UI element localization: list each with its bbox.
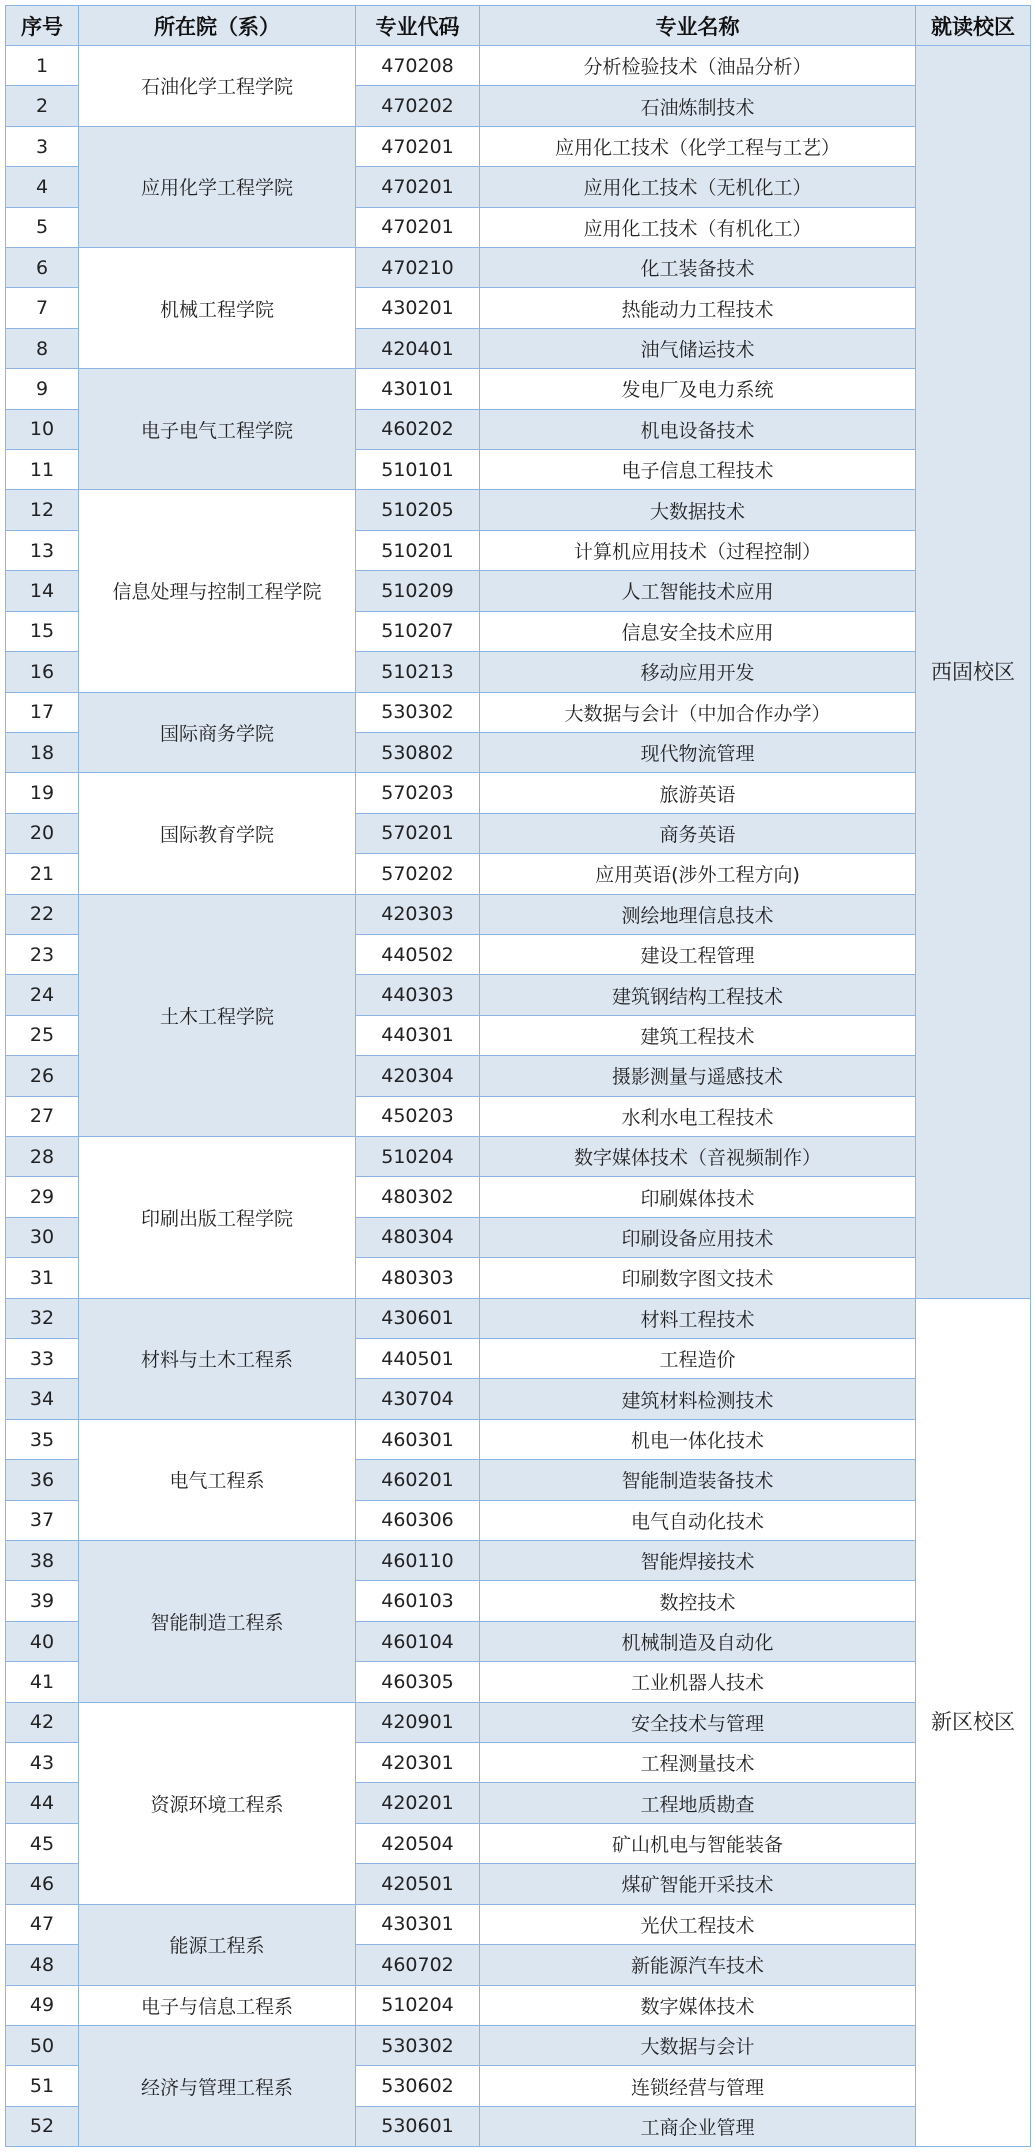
major-name-cell: 数控技术	[480, 1581, 916, 1621]
header-campus: 就读校区	[916, 6, 1031, 46]
serial-cell: 32	[6, 1298, 79, 1338]
major-code-cell: 530601	[356, 2106, 480, 2146]
major-code-cell: 570202	[356, 854, 480, 894]
serial-cell: 16	[6, 652, 79, 692]
department-cell: 信息处理与控制工程学院	[79, 490, 356, 692]
major-name-cell: 化工装备技术	[480, 248, 916, 288]
major-code-cell: 460305	[356, 1662, 480, 1702]
serial-cell: 11	[6, 450, 79, 490]
major-code-cell: 510101	[356, 450, 480, 490]
major-name-cell: 石油炼制技术	[480, 86, 916, 126]
major-name-cell: 印刷设备应用技术	[480, 1217, 916, 1257]
major-code-cell: 480302	[356, 1177, 480, 1217]
header-code: 专业代码	[356, 6, 480, 46]
serial-cell: 7	[6, 288, 79, 328]
major-code-cell: 440501	[356, 1339, 480, 1379]
serial-cell: 23	[6, 934, 79, 974]
major-code-cell: 510201	[356, 530, 480, 570]
header-row	[6, 6, 1031, 46]
major-name-cell: 商务英语	[480, 813, 916, 853]
major-name-cell: 新能源汽车技术	[480, 1945, 916, 1985]
major-code-cell: 460202	[356, 409, 480, 449]
serial-cell: 18	[6, 732, 79, 772]
major-code-cell: 470202	[356, 86, 480, 126]
major-code-cell: 420901	[356, 1702, 480, 1742]
serial-cell: 40	[6, 1621, 79, 1661]
serial-cell: 41	[6, 1662, 79, 1702]
major-code-cell: 420201	[356, 1783, 480, 1823]
department-cell: 电子与信息工程系	[79, 1985, 356, 2025]
serial-cell: 43	[6, 1743, 79, 1783]
major-name-cell: 现代物流管理	[480, 732, 916, 772]
major-code-cell: 460103	[356, 1581, 480, 1621]
major-code-cell: 430704	[356, 1379, 480, 1419]
major-name-cell: 数字媒体技术	[480, 1985, 916, 2025]
major-name-cell: 信息安全技术应用	[480, 611, 916, 651]
serial-cell: 39	[6, 1581, 79, 1621]
serial-cell: 42	[6, 1702, 79, 1742]
major-code-cell: 460301	[356, 1419, 480, 1459]
major-code-cell: 570203	[356, 773, 480, 813]
major-name-cell: 大数据与会计	[480, 2025, 916, 2065]
major-name-cell: 建筑材料检测技术	[480, 1379, 916, 1419]
major-code-cell: 420304	[356, 1056, 480, 1096]
major-code-cell: 510205	[356, 490, 480, 530]
major-name-cell: 连锁经营与管理	[480, 2066, 916, 2106]
department-cell: 石油化学工程学院	[79, 46, 356, 127]
major-name-cell: 应用化工技术（无机化工）	[480, 167, 916, 207]
serial-cell: 10	[6, 409, 79, 449]
major-code-cell: 460104	[356, 1621, 480, 1661]
major-name-cell: 印刷数字图文技术	[480, 1258, 916, 1298]
table-body	[6, 46, 1031, 2147]
department-cell: 土木工程学院	[79, 894, 356, 1136]
table-row	[6, 894, 1031, 934]
table-row	[6, 1985, 1031, 2025]
major-name-cell: 大数据技术	[480, 490, 916, 530]
table-row	[6, 1136, 1031, 1176]
department-cell: 经济与管理工程系	[79, 2025, 356, 2146]
major-code-cell: 420401	[356, 328, 480, 368]
serial-cell: 13	[6, 530, 79, 570]
serial-cell: 34	[6, 1379, 79, 1419]
serial-cell: 52	[6, 2106, 79, 2146]
major-name-cell: 工业机器人技术	[480, 1662, 916, 1702]
serial-cell: 26	[6, 1056, 79, 1096]
major-name-cell: 机电一体化技术	[480, 1419, 916, 1459]
major-code-cell: 480304	[356, 1217, 480, 1257]
serial-cell: 46	[6, 1864, 79, 1904]
serial-cell: 20	[6, 813, 79, 853]
serial-cell: 17	[6, 692, 79, 732]
major-code-cell: 440502	[356, 934, 480, 974]
serial-cell: 51	[6, 2066, 79, 2106]
major-code-cell: 420303	[356, 894, 480, 934]
serial-cell: 44	[6, 1783, 79, 1823]
major-name-cell: 建设工程管理	[480, 934, 916, 974]
major-code-cell: 480303	[356, 1258, 480, 1298]
table-row	[6, 1904, 1031, 1944]
major-code-cell: 430301	[356, 1904, 480, 1944]
major-name-cell: 光伏工程技术	[480, 1904, 916, 1944]
serial-cell: 35	[6, 1419, 79, 1459]
major-code-cell: 440303	[356, 975, 480, 1015]
major-name-cell: 应用化工技术（化学工程与工艺）	[480, 126, 916, 166]
major-name-cell: 煤矿智能开采技术	[480, 1864, 916, 1904]
department-cell: 国际教育学院	[79, 773, 356, 894]
serial-cell: 50	[6, 2025, 79, 2065]
major-code-cell: 450203	[356, 1096, 480, 1136]
department-cell: 电子电气工程学院	[79, 369, 356, 490]
major-name-cell: 工程测量技术	[480, 1743, 916, 1783]
serial-cell: 45	[6, 1823, 79, 1863]
serial-cell: 12	[6, 490, 79, 530]
major-name-cell: 应用化工技术（有机化工）	[480, 207, 916, 247]
serial-cell: 14	[6, 571, 79, 611]
major-name-cell: 印刷媒体技术	[480, 1177, 916, 1217]
major-code-cell: 460306	[356, 1500, 480, 1540]
serial-cell: 19	[6, 773, 79, 813]
major-name-cell: 移动应用开发	[480, 652, 916, 692]
table-row	[6, 1419, 1031, 1459]
major-code-cell: 430601	[356, 1298, 480, 1338]
department-cell: 电气工程系	[79, 1419, 356, 1540]
major-code-cell: 530802	[356, 732, 480, 772]
major-name-cell: 工程造价	[480, 1339, 916, 1379]
serial-cell: 2	[6, 86, 79, 126]
department-cell: 国际商务学院	[79, 692, 356, 773]
department-cell: 应用化学工程学院	[79, 126, 356, 247]
major-name-cell: 电气自动化技术	[480, 1500, 916, 1540]
major-code-cell: 470201	[356, 167, 480, 207]
serial-cell: 8	[6, 328, 79, 368]
major-code-cell: 510213	[356, 652, 480, 692]
department-cell: 印刷出版工程学院	[79, 1136, 356, 1298]
serial-cell: 48	[6, 1945, 79, 1985]
table-row	[6, 1541, 1031, 1581]
major-table	[5, 5, 1031, 2147]
major-code-cell: 460702	[356, 1945, 480, 1985]
major-name-cell: 大数据与会计（中加合作办学）	[480, 692, 916, 732]
major-name-cell: 工程地质勘查	[480, 1783, 916, 1823]
department-cell: 机械工程学院	[79, 248, 356, 369]
department-cell: 智能制造工程系	[79, 1541, 356, 1703]
major-code-cell: 510204	[356, 1136, 480, 1176]
campus-label: 新区校区	[931, 1710, 1015, 1735]
serial-cell: 38	[6, 1541, 79, 1581]
major-name-cell: 安全技术与管理	[480, 1702, 916, 1742]
major-code-cell: 470201	[356, 207, 480, 247]
serial-cell: 25	[6, 1015, 79, 1055]
major-name-cell: 人工智能技术应用	[480, 571, 916, 611]
header-department: 所在院（系）	[79, 6, 356, 46]
department-cell: 能源工程系	[79, 1904, 356, 1985]
major-name-cell: 应用英语(涉外工程方向)	[480, 854, 916, 894]
serial-cell: 49	[6, 1985, 79, 2025]
serial-cell: 15	[6, 611, 79, 651]
serial-cell: 1	[6, 46, 79, 86]
major-code-cell: 570201	[356, 813, 480, 853]
major-code-cell: 530602	[356, 2066, 480, 2106]
major-code-cell: 430201	[356, 288, 480, 328]
campus-cell	[916, 46, 1031, 1299]
serial-cell: 33	[6, 1339, 79, 1379]
major-name-cell: 建筑钢结构工程技术	[480, 975, 916, 1015]
serial-cell: 21	[6, 854, 79, 894]
major-name-cell: 材料工程技术	[480, 1298, 916, 1338]
major-name-cell: 工商企业管理	[480, 2106, 916, 2146]
serial-cell: 22	[6, 894, 79, 934]
major-name-cell: 热能动力工程技术	[480, 288, 916, 328]
serial-cell: 24	[6, 975, 79, 1015]
serial-cell: 31	[6, 1258, 79, 1298]
serial-cell: 29	[6, 1177, 79, 1217]
major-name-cell: 智能制造装备技术	[480, 1460, 916, 1500]
major-code-cell: 420504	[356, 1823, 480, 1863]
header-serial: 序号	[6, 6, 79, 46]
major-code-cell: 470208	[356, 46, 480, 86]
table-row	[6, 126, 1031, 166]
campus-label: 西固校区	[931, 659, 1015, 684]
department-cell: 材料与土木工程系	[79, 1298, 356, 1419]
table-row	[6, 369, 1031, 409]
major-code-cell: 510204	[356, 1985, 480, 2025]
campus-cell	[916, 1298, 1031, 2147]
table-row	[6, 46, 1031, 86]
serial-cell: 28	[6, 1136, 79, 1176]
major-code-cell: 460201	[356, 1460, 480, 1500]
serial-cell: 47	[6, 1904, 79, 1944]
major-code-cell: 420301	[356, 1743, 480, 1783]
major-name-cell: 计算机应用技术（过程控制）	[480, 530, 916, 570]
major-name-cell: 发电厂及电力系统	[480, 369, 916, 409]
header-major-name: 专业名称	[480, 6, 916, 46]
table-row	[6, 1298, 1031, 1338]
major-name-cell: 智能焊接技术	[480, 1541, 916, 1581]
major-code-cell: 420501	[356, 1864, 480, 1904]
serial-cell: 3	[6, 126, 79, 166]
major-name-cell: 旅游英语	[480, 773, 916, 813]
serial-cell: 5	[6, 207, 79, 247]
major-code-cell: 530302	[356, 692, 480, 732]
major-code-cell: 510209	[356, 571, 480, 611]
serial-cell: 37	[6, 1500, 79, 1540]
major-name-cell: 水利水电工程技术	[480, 1096, 916, 1136]
table-row	[6, 1702, 1031, 1742]
major-name-cell: 数字媒体技术（音视频制作）	[480, 1136, 916, 1176]
major-code-cell: 430101	[356, 369, 480, 409]
major-code-cell: 510207	[356, 611, 480, 651]
major-name-cell: 机电设备技术	[480, 409, 916, 449]
major-name-cell: 摄影测量与遥感技术	[480, 1056, 916, 1096]
serial-cell: 30	[6, 1217, 79, 1257]
table-row	[6, 490, 1031, 530]
table-row	[6, 2025, 1031, 2065]
major-code-cell: 470201	[356, 126, 480, 166]
major-code-cell: 470210	[356, 248, 480, 288]
major-code-cell: 460110	[356, 1541, 480, 1581]
major-name-cell: 矿山机电与智能装备	[480, 1823, 916, 1863]
major-name-cell: 油气储运技术	[480, 328, 916, 368]
serial-cell: 36	[6, 1460, 79, 1500]
serial-cell: 9	[6, 369, 79, 409]
major-name-cell: 建筑工程技术	[480, 1015, 916, 1055]
serial-cell: 27	[6, 1096, 79, 1136]
major-name-cell: 机械制造及自动化	[480, 1621, 916, 1661]
serial-cell: 6	[6, 248, 79, 288]
serial-cell: 4	[6, 167, 79, 207]
major-name-cell: 测绘地理信息技术	[480, 894, 916, 934]
major-code-cell: 440301	[356, 1015, 480, 1055]
major-code-cell: 530302	[356, 2025, 480, 2065]
major-name-cell: 电子信息工程技术	[480, 450, 916, 490]
department-cell: 资源环境工程系	[79, 1702, 356, 1904]
table-row	[6, 248, 1031, 288]
major-name-cell: 分析检验技术（油品分析）	[480, 46, 916, 86]
table-row	[6, 773, 1031, 813]
table-row	[6, 692, 1031, 732]
